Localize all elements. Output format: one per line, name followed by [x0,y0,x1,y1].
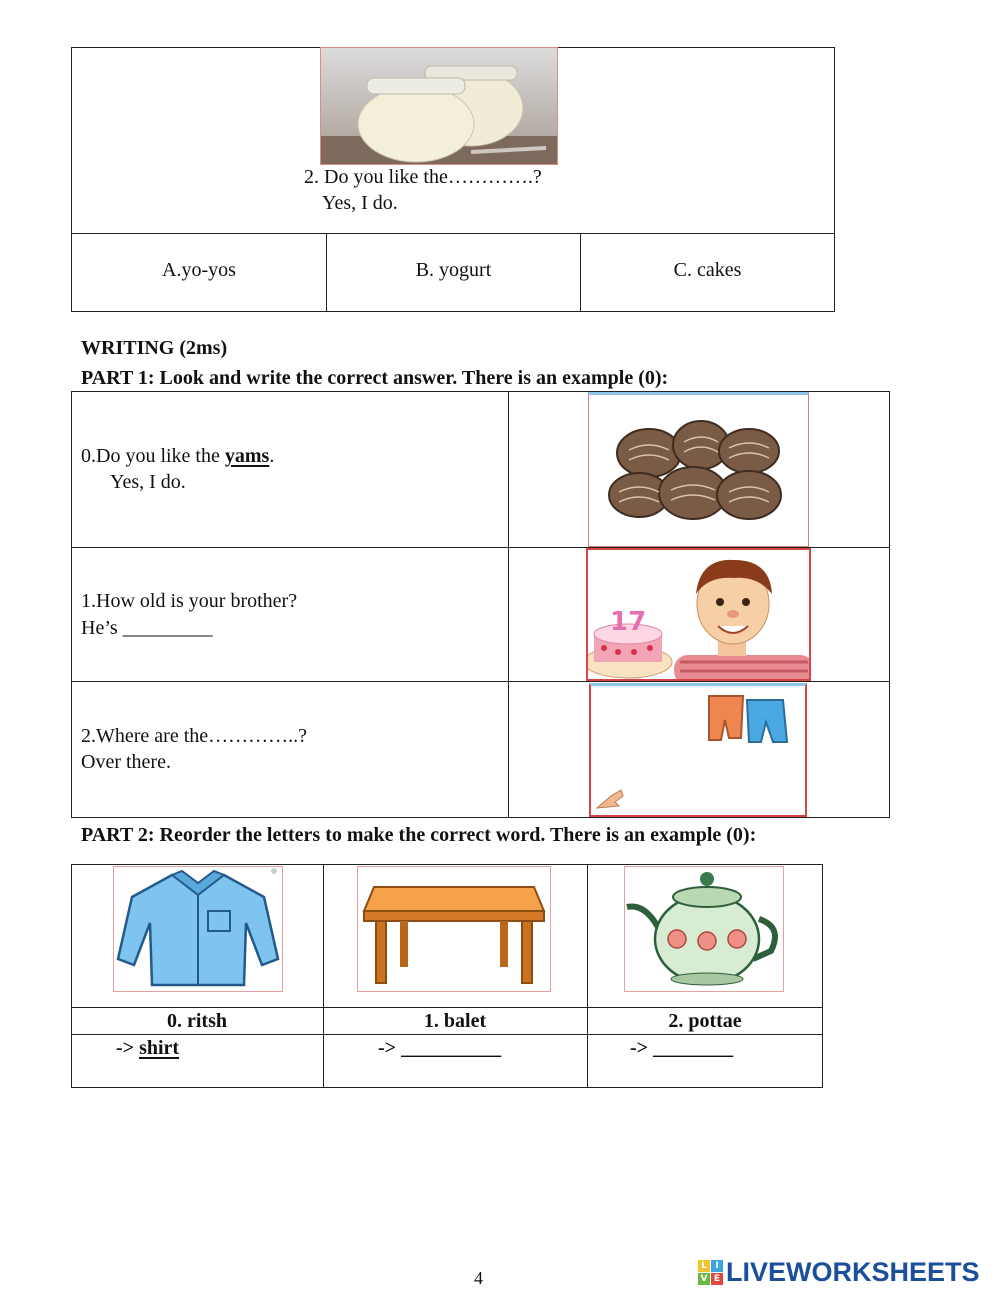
logo-badge-letter: L [698,1260,710,1272]
option-c[interactable]: C. cakes [673,259,742,281]
part2-answer-0-word: shirt [139,1037,180,1059]
part2-arrow-1: -> [378,1037,397,1059]
yogurt-jars-icon [321,48,558,165]
part1-question-2[interactable]: 2.Where are the…………..? [81,725,308,747]
option-b[interactable]: B. yogurt [415,259,492,281]
part2-arrow-2: -> [630,1037,649,1059]
boy-birthday-picture [586,548,811,681]
liveworksheets-logo[interactable] [698,1257,980,1288]
part1-question-1: 1.How old is your brother? [81,590,298,612]
cake-number: 17 [610,607,647,637]
part2-arrow-0: -> [116,1037,135,1059]
part2-answer-1-blank[interactable]: __________ [401,1037,502,1059]
part1-example-question [81,445,274,468]
part1-answer-2: Over there. [81,751,171,773]
part2-answer-0 [116,1037,179,1060]
part1-instruction: PART 1: Look and write the correct answer. There is an example (0): [81,367,669,389]
shorts-picture [589,683,807,817]
teapot-icon [625,867,783,991]
part2-scramble-1: 1. balet [423,1010,487,1032]
teapot-picture [624,866,784,992]
part2-answer-2[interactable] [630,1037,733,1060]
logo-text: LIVEWORKSHEETS [726,1257,980,1287]
part2-scramble-0: 0. ritsh [167,1010,227,1032]
part1-answer-1[interactable]: He’s _________ [81,617,213,639]
shirt-picture [113,866,283,992]
part1-example-answer: Yes, I do. [110,471,186,493]
part2-divider-col-2 [587,864,588,1088]
part2-answer-2-blank[interactable]: ________ [653,1037,734,1059]
part2-instruction: PART 2: Reorder the letters to make the correct word. There is an example (0): [81,824,757,846]
logo-badge-letter: V [698,1273,710,1285]
shorts-icon [591,686,805,815]
part2-divider-col-1 [323,864,324,1088]
question2-answer: Yes, I do. [322,192,398,214]
part1-column-divider [508,391,509,818]
page-number: 4 [474,1268,483,1288]
logo-badge-letter: I [711,1260,723,1272]
part2-answer-1[interactable] [378,1037,501,1060]
yams-icon [589,395,809,547]
part2-divider-row-1 [71,1007,823,1008]
option-a[interactable]: A.yo-yos [162,259,236,281]
table-icon [358,867,550,991]
question2-prompt: 2. Do you like the………….? [304,166,542,188]
writing-heading: WRITING (2ms) [81,337,228,359]
part1-example-suffix: . [269,445,275,467]
part1-example-key: yams [224,445,270,467]
yams-picture [588,392,809,547]
shirt-icon [114,867,282,991]
logo-badge-letter: E [711,1273,723,1285]
yogurt-picture [320,47,558,165]
boy-with-cake-icon [588,550,809,679]
part2-scramble-2: 2. pottae [668,1010,742,1032]
table-picture [357,866,551,992]
logo-badge-icon [698,1260,723,1285]
part2-divider-row-2 [71,1034,823,1035]
part1-row-divider-2 [71,681,890,682]
part1-example-prefix: 0.Do you like the [81,445,225,467]
